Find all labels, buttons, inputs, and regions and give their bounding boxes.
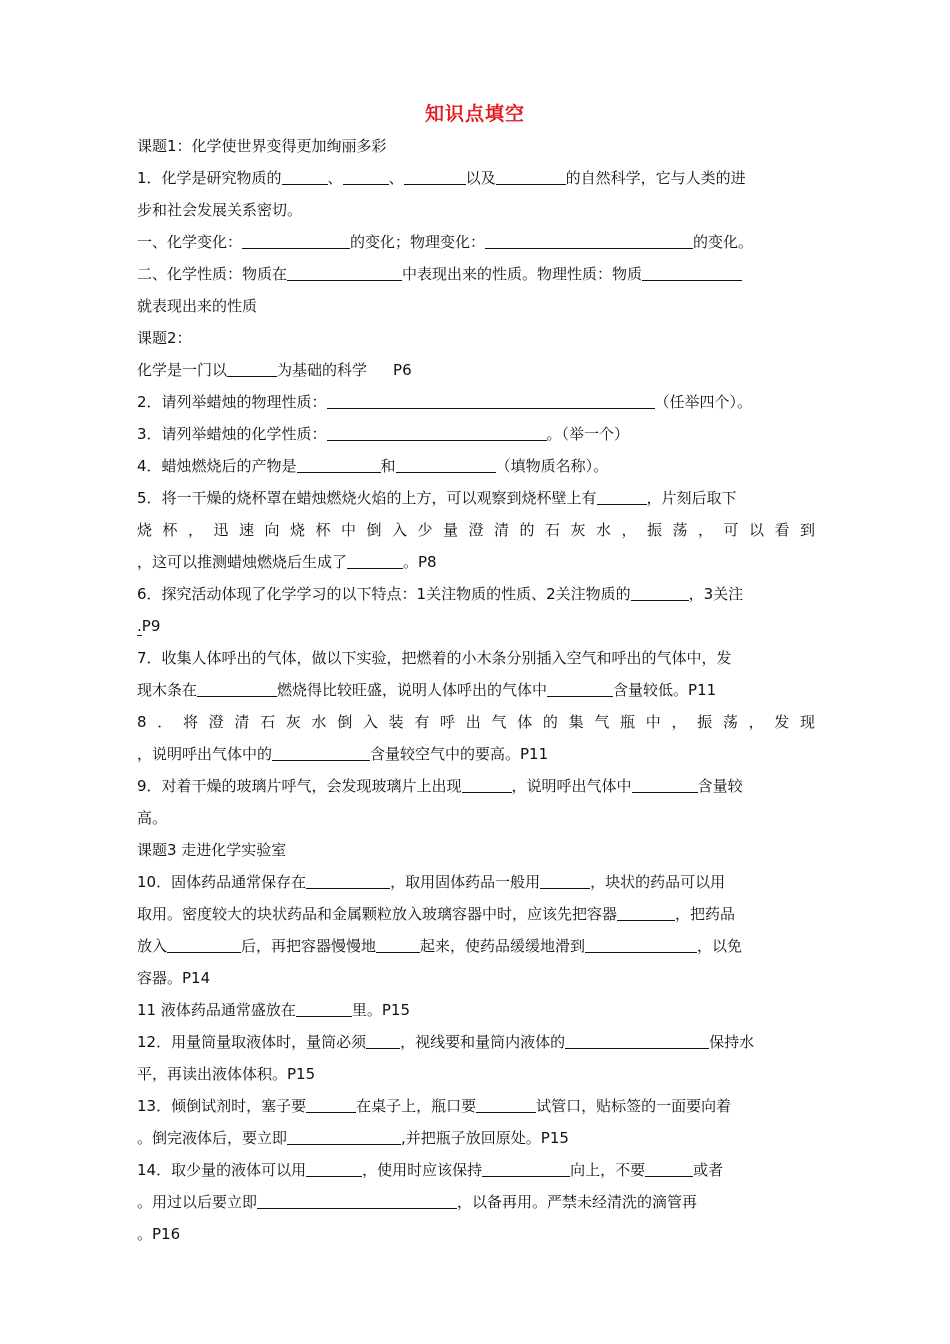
question-13-line-2: 。倒完液体后，要立即 ,并把瓶子放回原处。P15 bbox=[137, 1129, 569, 1147]
blank[interactable] bbox=[197, 681, 277, 697]
question-6-line-1: 6．探究活动体现了化学学习的以下特点：1关注物质的性质、2关注物质的 ，3关注 bbox=[137, 585, 744, 603]
question-9-line-2: 高。 bbox=[137, 809, 168, 827]
definition-change: 一、化学变化： 的变化；物理变化： 的变化。 bbox=[137, 233, 754, 251]
question-1-line-1: 1．化学是研究物质的 、 、 以及 的自然科学，它与人类的进 bbox=[137, 169, 746, 187]
question-7-line-2: 现木条在 燃烧得比较旺盛，说明人体呼出的气体中 含量较低。P11 bbox=[137, 681, 717, 699]
question-14-line-3: 。P16 bbox=[137, 1225, 181, 1243]
question-13-line-1: 13．倾倒试剂时，塞子要 在桌子上，瓶口要 试管口，贴标签的一面要向着 bbox=[137, 1097, 732, 1115]
question-10-line-3: 放入 后，再把容器慢慢地 起来，使药品缓缓地滑到 ，以免 bbox=[137, 937, 743, 955]
blank[interactable] bbox=[376, 937, 420, 953]
blank[interactable] bbox=[585, 937, 697, 953]
blank[interactable] bbox=[272, 745, 370, 761]
blank[interactable] bbox=[287, 1129, 401, 1145]
blank[interactable] bbox=[462, 777, 512, 793]
blank[interactable] bbox=[296, 1001, 352, 1017]
section-heading-2: 课题2： bbox=[137, 329, 192, 347]
blank[interactable] bbox=[540, 873, 590, 889]
definition-property-line-2: 就表现出来的性质 bbox=[137, 297, 258, 315]
blank[interactable] bbox=[366, 1033, 400, 1049]
blank[interactable] bbox=[476, 1097, 536, 1113]
blank[interactable] bbox=[485, 233, 693, 249]
question-11: 11 液体药品通常盛放在 里。P15 bbox=[137, 1001, 410, 1019]
chemistry-basis-line: 化学是一门以 为基础的科学 P6 bbox=[137, 361, 412, 379]
question-8-line-1: 8．将澄清石灰水倒入装有呼出气体的集气瓶中，振荡，发现 bbox=[137, 713, 815, 731]
section-heading-1: 课题1：化学使世界变得更加绚丽多彩 bbox=[137, 137, 387, 155]
question-5-line-1: 5．将一干燥的烧杯罩在蜡烛燃烧火焰的上方，可以观察到烧杯壁上有 ，片刻后取下 bbox=[137, 489, 737, 507]
question-7-line-1: 7．收集人体呼出的气体，做以下实验，把燃着的小木条分别插入空气和呼出的气体中，发 bbox=[137, 649, 732, 667]
question-5-line-2: 烧杯，迅速向烧杯中倒入少量澄清的石灰水，振荡，可以看到 bbox=[137, 521, 815, 539]
section-heading-3: 课题3 走进化学实验室 bbox=[137, 841, 287, 859]
question-10-line-4: 容器。P14 bbox=[137, 969, 211, 987]
page-title: 知识点填空 bbox=[424, 103, 525, 125]
blank[interactable] bbox=[282, 169, 328, 185]
question-8-line-2: ，说明呼出气体中的 含量较空气中的要高。P11 bbox=[137, 745, 549, 763]
question-12-line-2: 平，再读出液体体积。P15 bbox=[137, 1065, 316, 1083]
blank[interactable] bbox=[482, 1161, 570, 1177]
blank[interactable] bbox=[257, 1193, 457, 1209]
blank[interactable] bbox=[496, 169, 566, 185]
question-4: 4．蜡烛燃烧后的产物是 和 （填物质名称）。 bbox=[137, 457, 609, 475]
question-9-line-1: 9．对着干燥的玻璃片呼气，会发现玻璃片上出现 ，说明呼出气体中 含量较 bbox=[137, 777, 743, 795]
question-5-line-3: ，这可以推测蜡烛燃烧后生成了 。P8 bbox=[137, 553, 437, 571]
blank[interactable] bbox=[306, 873, 390, 889]
blank[interactable] bbox=[645, 1161, 693, 1177]
blank[interactable] bbox=[597, 489, 647, 505]
question-10-line-2: 取用。密度较大的块状药品和金属颗粒放入玻璃容器中时，应该先把容器 ，把药品 bbox=[137, 905, 736, 923]
blank[interactable] bbox=[565, 1033, 709, 1049]
question-10-line-1: 10．固体药品通常保存在 ，取用固体药品一般用 ，块状的药品可以用 bbox=[137, 873, 726, 891]
blank[interactable] bbox=[617, 905, 675, 921]
question-14-line-1: 14．取少量的液体可以用 ，使用时应该保持 向上，不要 或者 bbox=[137, 1161, 724, 1179]
blank[interactable] bbox=[297, 457, 381, 473]
blank[interactable] bbox=[347, 553, 403, 569]
blank[interactable] bbox=[547, 681, 613, 697]
question-3: 3．请列举蜡烛的化学性质： 。（举一个） bbox=[137, 425, 630, 443]
question-1-line-2: 步和社会发展关系密切。 bbox=[137, 201, 303, 219]
question-2: 2．请列举蜡烛的物理性质： （任举四个）。 bbox=[137, 393, 753, 411]
blank[interactable] bbox=[227, 361, 277, 377]
blank[interactable] bbox=[327, 425, 547, 441]
blank[interactable] bbox=[631, 585, 689, 601]
blank[interactable] bbox=[642, 265, 742, 281]
blank[interactable] bbox=[167, 937, 241, 953]
blank[interactable] bbox=[306, 1161, 362, 1177]
definition-property-line-1: 二、化学性质：物质在 中表现出来的性质。物理性质：物质 bbox=[137, 263, 815, 285]
blank[interactable] bbox=[327, 393, 655, 409]
question-14-line-2: 。用过以后要立即 ，以备再用。严禁未经清洗的滴管再 bbox=[137, 1193, 698, 1211]
question-6-line-2: .P9 bbox=[137, 617, 161, 635]
blank[interactable] bbox=[404, 169, 466, 185]
blank[interactable] bbox=[242, 233, 350, 249]
blank[interactable] bbox=[632, 777, 698, 793]
blank[interactable] bbox=[306, 1097, 356, 1113]
blank[interactable] bbox=[287, 265, 402, 281]
blank[interactable] bbox=[396, 457, 496, 473]
question-12-line-1: 12．用量筒量取液体时，量筒必须 ，视线要和量筒内液体的 保持水 bbox=[137, 1033, 755, 1051]
blank[interactable] bbox=[343, 169, 389, 185]
